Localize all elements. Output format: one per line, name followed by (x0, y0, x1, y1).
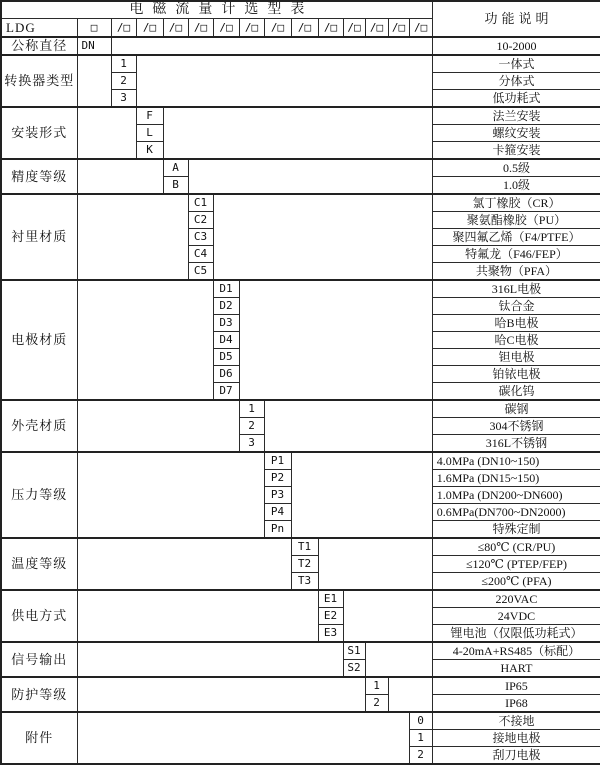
desc-cell: 钽电极 (432, 348, 600, 365)
spacer-cell (77, 538, 291, 590)
desc-cell: 聚四氟乙烯（F4/PTFE） (432, 228, 600, 245)
code-cell: 1 (111, 55, 136, 73)
desc-cell: ≤80℃ (CR/PU) (432, 538, 600, 556)
desc-cell: 特殊定制 (432, 520, 600, 538)
desc-cell: IP65 (432, 677, 600, 695)
model-slot-cell: /□ (388, 19, 409, 37)
desc-cell: 刮刀电极 (432, 746, 600, 764)
model-slot-cell: /□ (136, 19, 163, 37)
desc-cell: 10-2000 (432, 37, 600, 55)
desc-cell: 1.0MPa (DN200~DN600) (432, 486, 600, 503)
desc-cell: 1.0级 (432, 176, 600, 194)
code-cell: D3 (213, 314, 239, 331)
desc-cell: 316L不锈钢 (432, 434, 600, 452)
code-cell: E3 (318, 624, 343, 642)
code-cell: D1 (213, 280, 239, 298)
desc-cell: 分体式 (432, 72, 600, 89)
code-cell: 3 (239, 434, 264, 452)
model-slot-cell: /□ (318, 19, 343, 37)
spacer-cell (77, 400, 239, 452)
code-cell: Pn (264, 520, 291, 538)
desc-cell: 钛合金 (432, 297, 600, 314)
label-accuracy-class: 精度等级 (1, 159, 77, 194)
code-cell: D4 (213, 331, 239, 348)
desc-cell: 4.0MPa (DN10~150) (432, 452, 600, 470)
spacer-cell (77, 55, 111, 107)
desc-cell: 共聚物（PFA） (432, 262, 600, 280)
label-accessories: 附件 (1, 712, 77, 764)
code-cell: 0 (409, 712, 432, 730)
code-cell: A (163, 159, 188, 177)
label-nominal-diameter: 公称直径 (1, 37, 77, 55)
spacer-cell (163, 107, 432, 159)
spacer-cell (77, 280, 213, 400)
desc-cell: 316L电极 (432, 280, 600, 298)
code-cell: D5 (213, 348, 239, 365)
model-slot-cell: /□ (111, 19, 136, 37)
model-slot-cell: /□ (409, 19, 432, 37)
label-signal-output: 信号输出 (1, 642, 77, 677)
code-cell: DN (77, 37, 111, 55)
code-cell: E2 (318, 607, 343, 624)
model-slot-cell: /□ (213, 19, 239, 37)
code-cell: C1 (188, 194, 213, 212)
desc-cell: 螺纹安装 (432, 124, 600, 141)
spacer-cell (365, 642, 432, 677)
desc-cell: 锂电池（仅限低功耗式） (432, 624, 600, 642)
spacer-cell (291, 452, 432, 538)
label-housing-material: 外壳材质 (1, 400, 77, 452)
code-cell: F (136, 107, 163, 125)
code-cell: T2 (291, 555, 318, 572)
model-slot-cell: /□ (291, 19, 318, 37)
spacer-cell (77, 159, 163, 194)
code-cell: P4 (264, 503, 291, 520)
model-slot-cell: /□ (163, 19, 188, 37)
model-box-cell: □ (77, 19, 111, 37)
code-cell: 1 (365, 677, 388, 695)
code-cell: C3 (188, 228, 213, 245)
desc-cell: 低功耗式 (432, 89, 600, 107)
spacer-cell (77, 452, 264, 538)
code-cell: B (163, 176, 188, 194)
label-temperature-rating: 温度等级 (1, 538, 77, 590)
label-installation-type: 安装形式 (1, 107, 77, 159)
code-cell: P3 (264, 486, 291, 503)
desc-cell: HART (432, 659, 600, 677)
desc-cell: 0.6MPa(DN700~DN2000) (432, 503, 600, 520)
spacer-cell (77, 107, 136, 159)
model-slot-cell: /□ (365, 19, 388, 37)
spacer-cell (318, 538, 432, 590)
desc-cell: 法兰安装 (432, 107, 600, 125)
code-cell: E1 (318, 590, 343, 608)
desc-cell: 碳化钨 (432, 382, 600, 400)
code-cell: D7 (213, 382, 239, 400)
desc-cell: 哈C电极 (432, 331, 600, 348)
code-cell: C2 (188, 211, 213, 228)
desc-cell: 一体式 (432, 55, 600, 73)
code-cell: 2 (365, 694, 388, 712)
desc-cell: 0.5级 (432, 159, 600, 177)
spacer-cell (111, 37, 432, 55)
label-power-supply: 供电方式 (1, 590, 77, 642)
label-electrode-material: 电极材质 (1, 280, 77, 400)
spacer-cell (343, 590, 432, 642)
desc-cell: 不接地 (432, 712, 600, 730)
label-protection-rating: 防护等级 (1, 677, 77, 712)
spacer-cell (77, 712, 409, 764)
desc-cell: 卡箍安装 (432, 141, 600, 159)
desc-cell: 4-20mA+RS485（标配） (432, 642, 600, 660)
table-title: 电磁流量计选型表 (1, 1, 432, 19)
model-prefix: LDG (1, 19, 77, 37)
code-cell: T3 (291, 572, 318, 590)
label-lining-material: 衬里材质 (1, 194, 77, 280)
desc-cell: 304不锈钢 (432, 417, 600, 434)
model-slot-cell: /□ (188, 19, 213, 37)
code-cell: L (136, 124, 163, 141)
desc-cell: 220VAC (432, 590, 600, 608)
model-slot-cell: /□ (343, 19, 365, 37)
desc-cell: 哈B电极 (432, 314, 600, 331)
function-header: 功能说明 (432, 1, 600, 37)
code-cell: P2 (264, 469, 291, 486)
spacer-cell (264, 400, 432, 452)
code-cell: 1 (409, 729, 432, 746)
code-cell: C5 (188, 262, 213, 280)
code-cell: S2 (343, 659, 365, 677)
label-pressure-rating: 压力等级 (1, 452, 77, 538)
code-cell: 2 (111, 72, 136, 89)
spacer-cell (77, 642, 343, 677)
code-cell: 2 (239, 417, 264, 434)
desc-cell: 24VDC (432, 607, 600, 624)
spacer-cell (136, 55, 432, 107)
desc-cell: ≤200℃ (PFA) (432, 572, 600, 590)
code-cell: 2 (409, 746, 432, 764)
spacer-cell (77, 194, 188, 280)
code-cell: 1 (239, 400, 264, 418)
desc-cell: ≤120℃ (PTEP/FEP) (432, 555, 600, 572)
code-cell: K (136, 141, 163, 159)
desc-cell: 铂铱电极 (432, 365, 600, 382)
code-cell: 3 (111, 89, 136, 107)
spacer-cell (388, 677, 432, 712)
label-converter-type: 转换器类型 (1, 55, 77, 107)
spacer-cell (213, 194, 432, 280)
code-cell: D6 (213, 365, 239, 382)
code-cell: P1 (264, 452, 291, 470)
desc-cell: 碳钢 (432, 400, 600, 418)
desc-cell: 特氟龙（F46/FEP） (432, 245, 600, 262)
code-cell: C4 (188, 245, 213, 262)
spacer-cell (77, 590, 318, 642)
desc-cell: 1.6MPa (DN15~150) (432, 469, 600, 486)
spacer-cell (239, 280, 432, 400)
desc-cell: 聚氨酯橡胶（PU） (432, 211, 600, 228)
code-cell: T1 (291, 538, 318, 556)
desc-cell: IP68 (432, 694, 600, 712)
desc-cell: 接地电极 (432, 729, 600, 746)
desc-cell: 氯丁橡胶（CR） (432, 194, 600, 212)
code-cell: D2 (213, 297, 239, 314)
code-cell: S1 (343, 642, 365, 660)
model-slot-cell: /□ (264, 19, 291, 37)
spacer-cell (77, 677, 365, 712)
model-slot-cell: /□ (239, 19, 264, 37)
spacer-cell (188, 159, 432, 194)
